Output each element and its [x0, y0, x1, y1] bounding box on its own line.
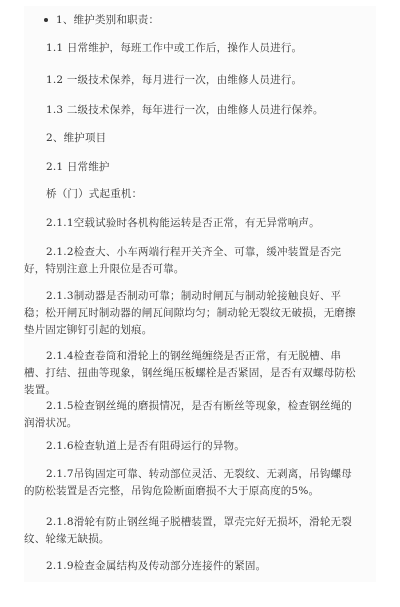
paragraph-2-1-1: 2.1.1空载试验时各机构能运转是否正常，有无异常响声。: [46, 217, 320, 229]
item-2-1: 2.1 日常维护: [46, 161, 110, 173]
paragraph-2-1-5: 2.1.5检查钢丝绳的磨损情况，是否有断丝等现象，检查钢丝绳的润滑状况。: [24, 400, 352, 429]
paragraph-2-1-8: 2.1.8滑轮有防止钢丝绳子脱槽装置，罩壳完好无损坏，滑轮无裂纹、轮缘无缺损。: [24, 516, 352, 545]
paragraph-2-1-2: 2.1.2检查大、小车两端行程开关齐全、可靠，缓冲装置是否完好，特别注意上升限位是否可靠。: [24, 246, 342, 275]
item-1-3: 1.3 二级技术保养，每年进行一次，由维修人员进行保养。: [46, 104, 324, 116]
heading-maintenance-items: 2、维护项目: [46, 132, 107, 144]
bullet-icon: [44, 18, 48, 22]
paragraph-2-1-7: 2.1.7吊钩固定可靠、转动部位灵活、无裂纹、无剥离，吊钩螺母的防松装置是否完整，吊钩危险断面磨损不大于原高度的5%。: [24, 468, 352, 497]
paragraph-2-1-9: 2.1.9检查金属结构及传动部分连接件的紧固。: [46, 560, 267, 572]
item-1-2: 1.2 一级技术保养，每月进行一次，由维修人员进行。: [46, 74, 303, 86]
paragraph-2-1-4: 2.1.4检查卷筒和滑轮上的钢丝绳缠绕是否正常，有无脱槽、串槽、打结、扭曲等现象，钢丝绳压板螺栓是否紧固，是否有双螺母防松装置。: [24, 350, 356, 396]
paragraph-2-1-3: 2.1.3制动器是否制动可靠；制动时闸瓦与制动轮接触良好、平稳；松开闸瓦时制动器的闸瓦间隙均匀；制动轮无裂纹无破损，无磨擦垫片固定铆钉引起的划痕。: [24, 290, 356, 336]
heading-maintenance-category: 1、维护类别和职责：: [24, 12, 376, 29]
item-1-1: 1.1 日常维护，每班工作中或工作后，操作人员进行。: [46, 42, 303, 54]
paragraph-2-1-6: 2.1.6检查轨道上是否有阻碍运行的异物。: [46, 440, 245, 452]
crane-type-label: 桥（门）式起重机：: [46, 188, 143, 200]
document-page: [24, 6, 376, 582]
